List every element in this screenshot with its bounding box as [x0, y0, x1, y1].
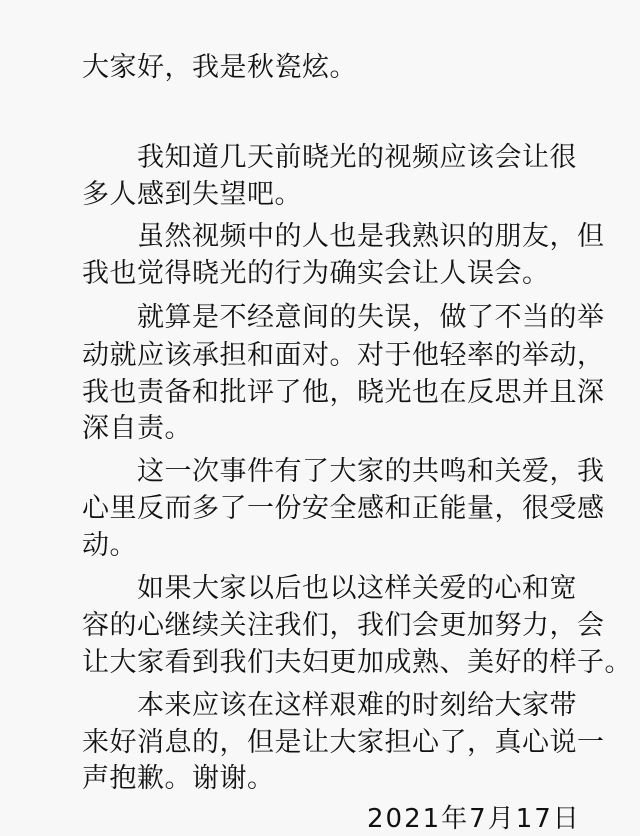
- letter-date: 2021年7月17日: [367, 804, 581, 834]
- paragraph-6-line-3: 声抱歉。谢谢。: [82, 763, 275, 794]
- paragraph-4-line-2: 心里反而多了一份安全感和正能量，很受感: [82, 493, 605, 524]
- paragraph-6-line-1: 本来应该在这样艰难的时刻给大家带: [137, 690, 577, 721]
- paragraph-1-line-1: 我知道几天前晓光的视频应该会让很: [137, 142, 577, 173]
- paragraph-2-line-1: 虽然视频中的人也是我熟识的朋友，但: [137, 221, 605, 252]
- greeting: 大家好，我是秋瓷炫。: [82, 52, 357, 83]
- paragraph-4-line-1: 这一次事件有了大家的共鸣和关爱，我: [137, 456, 605, 487]
- paragraph-5-line-2: 容的心继续关注我们，我们会更加努力，会: [82, 610, 605, 641]
- paragraph-3-line-1: 就算是不经意间的失误，做了不当的举: [137, 302, 605, 333]
- paragraph-5-line-3: 让大家看到我们夫妇更加成熟、美好的样子。: [82, 647, 632, 678]
- paragraph-3-line-3: 我也责备和批评了他，晓光也在反思并且深: [82, 377, 605, 408]
- paragraph-5-line-1: 如果大家以后也以这样关爱的心和宽: [137, 573, 577, 604]
- paragraph-6-line-2: 来好消息的，但是让大家担心了，真心说一: [82, 727, 605, 758]
- paragraph-2-line-2: 我也觉得晓光的行为确实会让人误会。: [82, 258, 550, 289]
- paragraph-3-line-4: 深自责。: [82, 413, 192, 444]
- paragraph-1-line-2: 多人感到失望吧。: [82, 179, 302, 210]
- paragraph-3-line-2: 动就应该承担和面对。对于他轻率的举动，: [82, 340, 605, 371]
- paragraph-4-line-3: 动。: [82, 530, 137, 561]
